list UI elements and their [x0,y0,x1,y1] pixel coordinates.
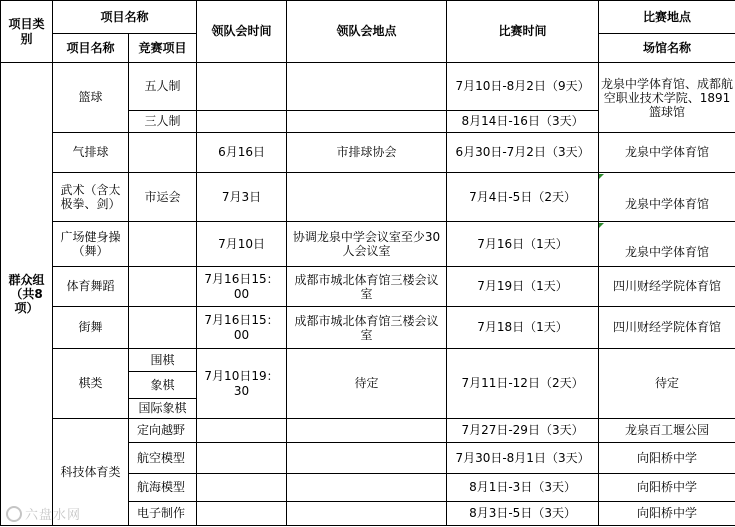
comment-indicator [599,174,604,179]
project-square-dance: 广场健身操（舞） [53,222,129,267]
match-time-sport-dance: 7月19日（1天） [447,267,599,307]
match-time-wushu: 7月4日-5日（2天） [447,173,599,222]
watermark-logo-icon [6,506,22,522]
project-wushu: 武术（含太极拳、剑） [53,173,129,222]
project-sci-tech: 科技体育类 [53,419,129,526]
venue-air-volleyball: 龙泉中学体育馆 [599,133,735,173]
header-project-group: 项目名称 [53,1,197,34]
meeting-place-cell [287,502,447,526]
match-time-street-dance: 7月18日（1天） [447,307,599,349]
venue-wushu: 龙泉中学体育馆 [599,173,735,222]
header-event: 竞赛项目 [129,34,197,63]
meeting-place-cell [287,419,447,443]
match-time-chess: 7月11日-12日（2天） [447,349,599,419]
event-cell [129,133,197,173]
match-time-square-dance: 7月16日（1天） [447,222,599,267]
meeting-time-cell [197,111,287,133]
meeting-time-sport-dance: 7月16日15：00 [197,267,287,307]
project-basketball: 篮球 [53,63,129,133]
meeting-place-cell [287,173,447,222]
event-cell [129,307,197,349]
header-match-time: 比赛时间 [447,1,599,63]
header-project-name: 项目名称 [53,34,129,63]
venue-aero-model: 向阳桥中学 [599,443,735,474]
event-xiangqi: 象棋 [129,372,197,399]
meeting-place-chess: 待定 [287,349,447,419]
match-time-orienteering: 7月27日-29日（3天） [447,419,599,443]
event-wushu: 市运会 [129,173,197,222]
meeting-time-chess: 7月10日19：30 [197,349,287,419]
match-time-basketball-5v5: 7月10日-8月2日（9天） [447,63,599,111]
event-orienteering: 定向越野 [129,419,197,443]
venue-orienteering: 龙泉百工堰公园 [599,419,735,443]
match-time-basketball-3v3: 8月14日-16日（3天） [447,111,599,133]
meeting-place-cell [287,111,447,133]
header-category: 项目类别 [1,1,53,63]
event-cell [129,222,197,267]
meeting-time-cell [197,474,287,502]
header-meeting-place: 领队会地点 [287,1,447,63]
event-electronics: 电子制作 [129,502,197,526]
project-air-volleyball: 气排球 [53,133,129,173]
meeting-time-square-dance: 7月10日 [197,222,287,267]
meeting-place-cell [287,443,447,474]
meeting-place-sport-dance: 成都市城北体育馆三楼会议室 [287,267,447,307]
group-label: 群众组（共8项） [1,63,53,526]
header-venue-name: 场馆名称 [599,34,735,63]
event-international-chess: 国际象棋 [129,399,197,419]
event-cell [129,267,197,307]
event-aero-model: 航空模型 [129,443,197,474]
venue-marine-model: 向阳桥中学 [599,474,735,502]
meeting-time-wushu: 7月3日 [197,173,287,222]
event-5v5: 五人制 [129,63,197,111]
meeting-place-cell [287,63,447,111]
match-time-electronics: 8月3日-5日（3天） [447,502,599,526]
project-sport-dance: 体育舞蹈 [53,267,129,307]
meeting-time-cell [197,502,287,526]
venue-sport-dance: 四川财经学院体育馆 [599,267,735,307]
meeting-time-air-volleyball: 6月16日 [197,133,287,173]
match-time-air-volleyball: 6月30日-7月2日（3天） [447,133,599,173]
project-chess: 棋类 [53,349,129,419]
venue-chess: 待定 [599,349,735,419]
header-meeting-time: 领队会时间 [197,1,287,63]
project-street-dance: 街舞 [53,307,129,349]
event-3v3: 三人制 [129,111,197,133]
venue-basketball: 龙泉中学体育馆、成都航空职业技术学院、1891篮球馆 [599,63,735,133]
event-marine-model: 航海模型 [129,474,197,502]
match-time-aero-model: 7月30日-8月1日（3天） [447,443,599,474]
header-venue-group: 比赛地点 [599,1,735,34]
comment-indicator [599,223,604,228]
meeting-time-cell [197,443,287,474]
meeting-place-air-volleyball: 市排球协会 [287,133,447,173]
venue-street-dance: 四川财经学院体育馆 [599,307,735,349]
match-time-marine-model: 8月1日-3日（3天） [447,474,599,502]
watermark [6,504,81,523]
meeting-time-cell [197,63,287,111]
meeting-time-cell [197,419,287,443]
venue-electronics: 向阳桥中学 [599,502,735,526]
venue-square-dance: 龙泉中学体育馆 [599,222,735,267]
meeting-time-street-dance: 7月16日15：00 [197,307,287,349]
watermark-text: 六盘水网 [25,508,82,523]
meeting-place-street-dance: 成都市城北体育馆三楼会议室 [287,307,447,349]
meeting-place-cell [287,474,447,502]
event-go: 围棋 [129,349,197,372]
meeting-place-square-dance: 协调龙泉中学会议室至少30人会议室 [287,222,447,267]
